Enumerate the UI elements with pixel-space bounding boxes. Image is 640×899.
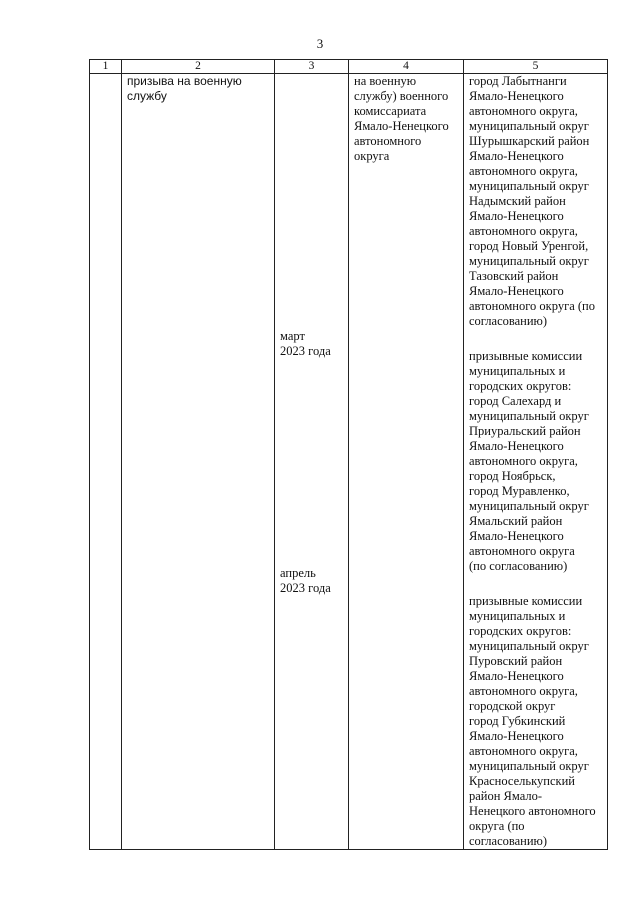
column-header-3: 3 [275,60,349,74]
page-number: 3 [316,36,324,51]
table-row [90,74,608,850]
column-header-5: 5 [464,60,608,74]
document-table [89,59,608,850]
participants-block-3: призывные комиссии муниципальных и городских округов: муниципальный округ Пуровский район Ямало-Ненецкого автономного округа, городской округ город Губкинский Ямало-Ненецкого автономного округа, муниципальный округ Красноселькупский район Ямало- Ненецкого автономного округа (по согласованию) [469,594,596,848]
date-april: апрель 2023 года [280,566,331,595]
column-header-4: 4 [349,60,464,74]
participants-block-1: город Лабытнанги Ямало-Ненецкого автономного округа, муниципальный округ Шурышкарский район Ямало-Ненецкого автономного округа, муниципальный округ Надымский район Ямало-Ненецкого автономного округа, город Новый Уренгой, муниципальный округ Тазовский район Ямало-Ненецкого автономного округа (по согласованию) [469,74,595,328]
cell-event [122,74,275,850]
cell-responsible [349,74,464,850]
column-header-1: 1 [90,60,122,74]
column-header-2: 2 [122,60,275,74]
cell-participants [464,74,608,850]
event-text: призыва на военную службу [127,74,242,103]
cell-number [90,74,122,850]
participants-block-2: призывные комиссии муниципальных и городских округов: город Салехард и муниципальный округ Приуральский район Ямало-Ненецкого автономного округа, город Ноябрьск, город Муравленко, муниципальный округ Ямальский район Ямало-Ненецкого автономного округа (по согласованию) [469,349,589,573]
table-header-row [90,60,608,74]
date-march: март 2023 года [280,329,331,358]
responsible-text: на военную службу) военного комиссариата Ямало-Ненецкого автономного округа [354,74,449,163]
cell-dates [275,74,349,850]
